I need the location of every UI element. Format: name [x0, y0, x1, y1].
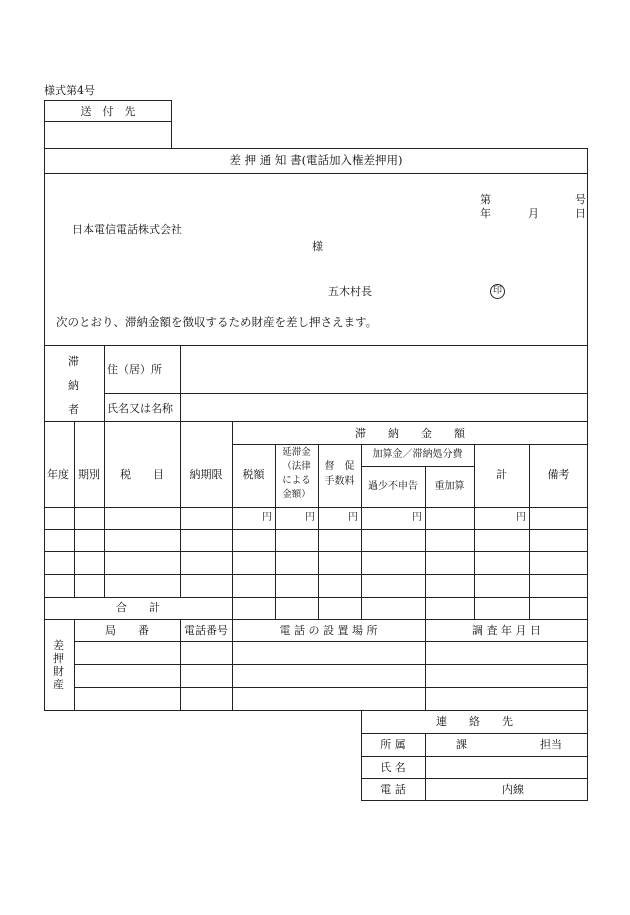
unit-surcharge: 円 [412, 512, 422, 523]
sum-label: 合 計 [116, 601, 160, 614]
col-delay-line1: 延滞金 [282, 447, 311, 458]
col-period: 期別 [78, 468, 100, 481]
col-under-declaration: 過少不申告 [368, 481, 418, 492]
in-charge-label: 担当 [540, 738, 562, 751]
unit-tax-amount: 円 [262, 512, 272, 523]
name-field[interactable] [183, 396, 585, 418]
surcharge-group-header: 加算金／滞納処分費 [372, 449, 463, 460]
address-field[interactable] [183, 348, 585, 390]
statement: 次のとおり、滞納金額を徴収するため財産を差し押さえます。 [56, 315, 378, 329]
recipient-field[interactable] [46, 124, 170, 146]
issuer: 五木村長 [328, 285, 372, 298]
date-year: 年 [480, 207, 491, 220]
taxpayer-side-3: 者 [68, 403, 79, 416]
col-delay-line3: による [282, 475, 311, 486]
col-heavy-surcharge: 重加算 [434, 481, 465, 492]
contact-name-label: 氏 名 [380, 761, 406, 774]
col-tax-amount: 税額 [242, 468, 265, 481]
property-side-1: 差 [53, 639, 64, 652]
unit-dunning: 円 [348, 512, 358, 523]
col-dunning-line1: 督 促 [324, 461, 355, 472]
property-side-2: 押 [53, 652, 64, 665]
address-label: 住（居）所 [107, 363, 162, 376]
date-day: 日 [575, 207, 586, 220]
col-delay-line4: 金額） [282, 489, 311, 500]
unit-delay: 円 [305, 512, 315, 523]
addressee: 日本電信電話株式会社 [72, 223, 182, 236]
seal-mark: 印 [490, 284, 505, 299]
phone-label: 電 話 [380, 783, 406, 796]
taxpayer-side-1: 滞 [68, 355, 79, 368]
honorific: 様 [312, 240, 323, 253]
notice-title: 差 押 通 知 書(電話加入権差押用) [229, 153, 403, 167]
number-go: 号 [575, 193, 586, 206]
col-survey-date: 調 査 年 月 日 [472, 624, 541, 637]
col-delay-line2: （法律 [282, 461, 311, 472]
extension-label: 内線 [502, 783, 524, 796]
col-phone-number: 電話番号 [184, 624, 228, 637]
col-due-date: 納期限 [189, 468, 223, 481]
col-tax-item: 税 目 [120, 468, 164, 481]
col-total: 計 [496, 468, 507, 481]
unit-total: 円 [516, 512, 526, 523]
taxpayer-side-2: 納 [68, 379, 79, 392]
date-month: 月 [528, 207, 539, 220]
col-exchange: 局 番 [105, 624, 149, 637]
col-dunning-line2: 手数料 [324, 476, 355, 487]
property-side-4: 産 [53, 678, 64, 691]
affiliation-label: 所 属 [380, 738, 406, 751]
arrears-group-header: 滞 納 金 額 [355, 427, 465, 440]
recipient-label: 送 付 先 [80, 105, 136, 118]
col-remarks: 備考 [547, 468, 570, 481]
property-side-3: 財 [53, 665, 64, 678]
section-label: 課 [456, 738, 467, 751]
contact-title: 連 絡 先 [436, 715, 513, 728]
number-dai: 第 [480, 193, 491, 206]
col-location: 電 話 の 設 置 場 所 [279, 624, 378, 637]
col-year: 年度 [47, 468, 69, 481]
name-label: 氏名又は名称 [107, 402, 173, 415]
form-number: 様式第4号 [44, 84, 95, 97]
